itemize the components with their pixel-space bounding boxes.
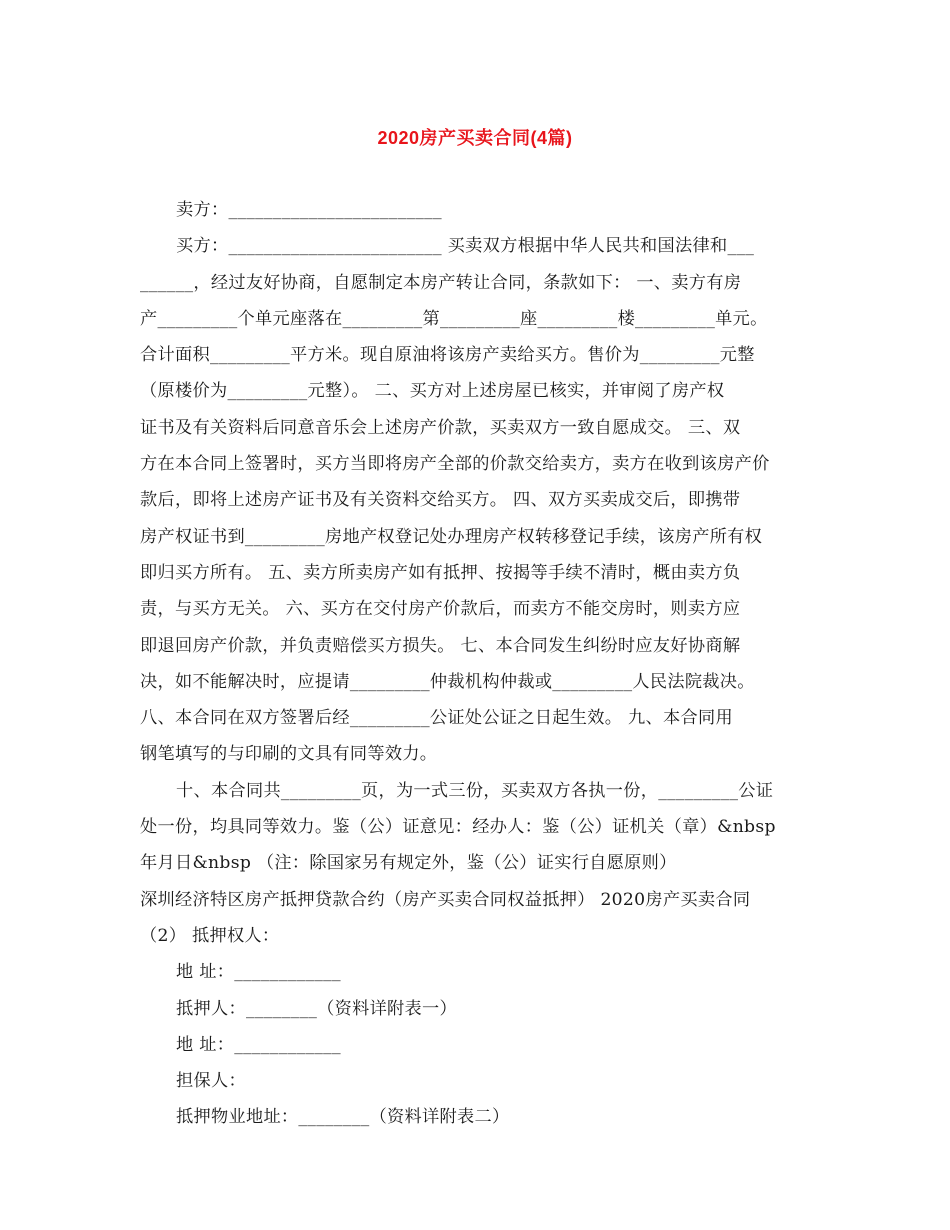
body-line: 八、本合同在双方签署后经_________公证处公证之日起生效。 九、本合同用 <box>140 708 733 729</box>
mortgagor-line: 抵押人：________（资料详附表一） <box>176 998 458 1019</box>
property-address-line: 抵押物业地址：________（资料详附表二） <box>176 1107 510 1128</box>
seller-line: 卖方：________________________ <box>176 200 442 220</box>
body-line: 决，如不能解决时，应提请_________仲裁机构仲裁或_________人民法院裁决。 <box>140 671 755 692</box>
body-line: 责，与买方无关。 六、买方在交付房产价款后，而卖方不能交房时，则卖方应 <box>140 599 741 620</box>
body-line: 合计面积_________平方米。现自原油将该房产卖给买方。售价为_________元整 <box>140 345 755 366</box>
body-line: ______，经过友好协商，自愿制定本房产转让合同，条款如下： 一、卖方有房 <box>140 272 742 293</box>
body-line: 产_________个单元座落在_________第_________座_________楼_________单元。 <box>140 308 768 329</box>
body-line: 即归买方所有。 五、卖方所卖房产如有抵押、按揭等手续不清时，概由卖方负 <box>140 562 741 583</box>
body-line: 处一份，均具同等效力。鉴（公）证意见：经办人：鉴（公）证机关（章）&nbsp <box>140 817 776 838</box>
body-line: 年月日&nbsp （注：除国家另有规定外，鉴（公）证实行自愿原则） <box>140 853 677 874</box>
document-title: 2020房产买卖合同(4篇) <box>377 128 573 148</box>
buyer-line: 买方：________________________ 买卖双方根据中华人民共和国法律和___ <box>176 236 755 257</box>
body-line: 款后，即将上述房产证书及有关资料交给买方。 四、双方买卖成交后，即携带 <box>140 490 741 511</box>
body-line: 钢笔填写的与印刷的文具有同等效力。 <box>140 744 438 765</box>
guarantor-line: 担保人： <box>176 1071 246 1092</box>
body-line: 十、本合同共_________页，为一式三份，买卖双方各执一份，_________公证 <box>176 780 774 801</box>
body-line: （2） 抵押权人： <box>140 925 280 946</box>
body-line: 房产权证书到_________房地产权登记处办理房产权转移登记手续，该房产所有权 <box>140 526 763 547</box>
body-line: 方在本合同上签署时，买方当即将房产全部的价款交给卖方，卖方在收到该房产价 <box>140 454 770 475</box>
body-line: 即退回房产价款，并负责赔偿买方损失。 七、本合同发生纠纷时应友好协商解 <box>140 635 741 656</box>
document-body <box>140 192 815 1136</box>
mortgagor-address-line: 地 址：____________ <box>176 1034 341 1055</box>
body-line: 深圳经济特区房产抵押贷款合约（房产买卖合同权益抵押） 2020房产买卖合同 <box>140 889 751 910</box>
mortgagee-address-line: 地 址：____________ <box>176 962 341 983</box>
body-line: （原楼价为_________元整）。 二、买方对上述房屋已核实，并审阅了房产权 <box>140 381 725 402</box>
body-line: 证书及有关资料后同意音乐会上述房产价款，买卖双方一致自愿成交。 三、双 <box>140 417 741 438</box>
